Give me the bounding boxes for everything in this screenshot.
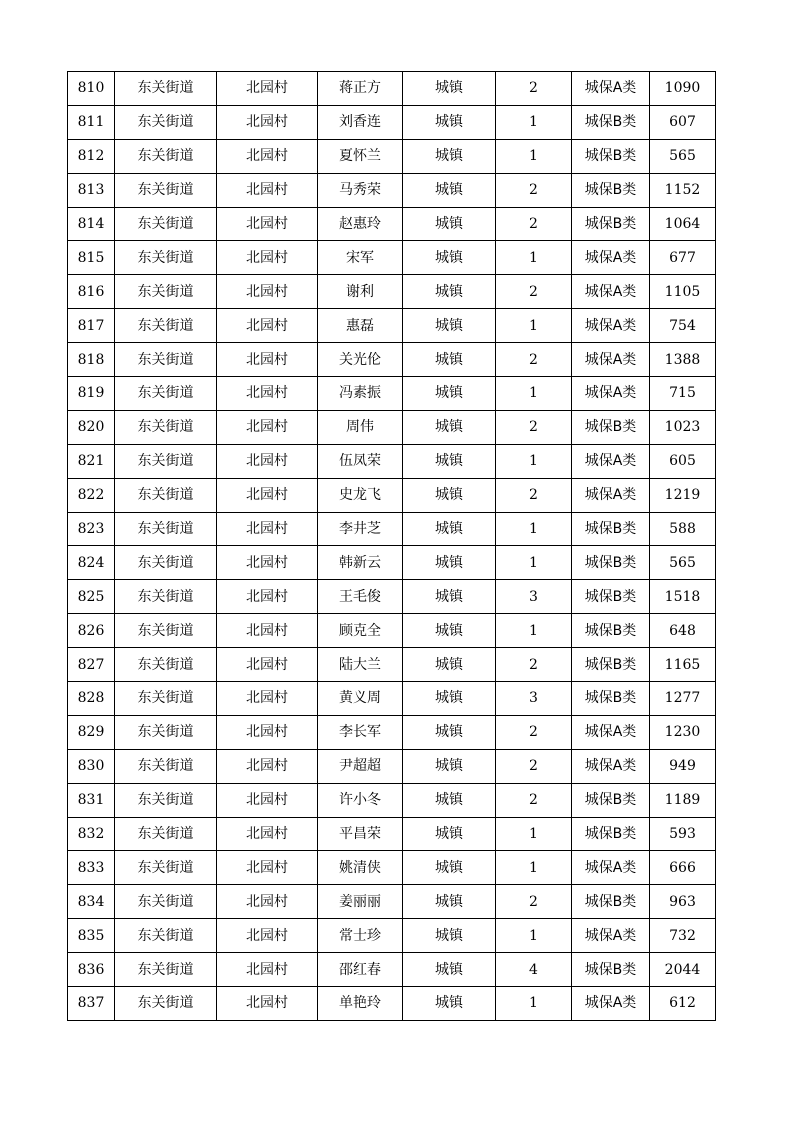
insurance-category-cell: 城保A类	[572, 749, 650, 783]
member-count-cell: 1	[496, 987, 572, 1021]
street-cell: 东关街道	[115, 72, 217, 106]
street-cell: 东关街道	[115, 309, 217, 343]
street-cell: 东关街道	[115, 377, 217, 411]
member-count-cell: 2	[496, 885, 572, 919]
insurance-category-cell: 城保A类	[572, 851, 650, 885]
table-row	[68, 72, 716, 106]
amount-cell: 1152	[650, 173, 716, 207]
serial-number-cell: 823	[68, 512, 115, 546]
member-count-cell: 2	[496, 715, 572, 749]
serial-number-cell: 814	[68, 207, 115, 241]
person-name-cell: 刘香连	[318, 105, 403, 139]
amount-cell: 1165	[650, 648, 716, 682]
serial-number-cell: 835	[68, 919, 115, 953]
table-row	[68, 512, 716, 546]
street-cell: 东关街道	[115, 885, 217, 919]
insurance-category-cell: 城保B类	[572, 580, 650, 614]
village-cell: 北园村	[217, 953, 318, 987]
amount-cell: 715	[650, 377, 716, 411]
serial-number-cell: 830	[68, 749, 115, 783]
street-cell: 东关街道	[115, 851, 217, 885]
serial-number-cell: 812	[68, 139, 115, 173]
table-row	[68, 783, 716, 817]
person-name-cell: 冯素振	[318, 377, 403, 411]
village-cell: 北园村	[217, 377, 318, 411]
household-type-cell: 城镇	[403, 783, 496, 817]
table-row	[68, 275, 716, 309]
insurance-category-cell: 城保B类	[572, 648, 650, 682]
amount-cell: 1230	[650, 715, 716, 749]
person-name-cell: 陆大兰	[318, 648, 403, 682]
village-cell: 北园村	[217, 275, 318, 309]
member-count-cell: 2	[496, 648, 572, 682]
street-cell: 东关街道	[115, 444, 217, 478]
household-type-cell: 城镇	[403, 444, 496, 478]
insurance-category-cell: 城保A类	[572, 444, 650, 478]
person-name-cell: 王毛俊	[318, 580, 403, 614]
insurance-category-cell: 城保B类	[572, 410, 650, 444]
member-count-cell: 1	[496, 139, 572, 173]
member-count-cell: 2	[496, 72, 572, 106]
serial-number-cell: 811	[68, 105, 115, 139]
serial-number-cell: 820	[68, 410, 115, 444]
member-count-cell: 1	[496, 444, 572, 478]
household-type-cell: 城镇	[403, 580, 496, 614]
insurance-category-cell: 城保B类	[572, 682, 650, 716]
insurance-category-cell: 城保A类	[572, 987, 650, 1021]
street-cell: 东关街道	[115, 953, 217, 987]
member-count-cell: 1	[496, 105, 572, 139]
table-row	[68, 953, 716, 987]
table-row	[68, 885, 716, 919]
village-cell: 北园村	[217, 749, 318, 783]
member-count-cell: 1	[496, 546, 572, 580]
amount-cell: 949	[650, 749, 716, 783]
amount-cell: 1105	[650, 275, 716, 309]
household-type-cell: 城镇	[403, 817, 496, 851]
household-type-cell: 城镇	[403, 173, 496, 207]
roster-body	[68, 72, 716, 1021]
member-count-cell: 2	[496, 478, 572, 512]
table-row	[68, 105, 716, 139]
village-cell: 北园村	[217, 444, 318, 478]
member-count-cell: 1	[496, 614, 572, 648]
table-row	[68, 173, 716, 207]
person-name-cell: 李长军	[318, 715, 403, 749]
person-name-cell: 谢利	[318, 275, 403, 309]
household-type-cell: 城镇	[403, 749, 496, 783]
amount-cell: 1277	[650, 682, 716, 716]
amount-cell: 754	[650, 309, 716, 343]
insurance-category-cell: 城保B类	[572, 546, 650, 580]
serial-number-cell: 819	[68, 377, 115, 411]
serial-number-cell: 822	[68, 478, 115, 512]
household-type-cell: 城镇	[403, 275, 496, 309]
household-type-cell: 城镇	[403, 614, 496, 648]
amount-cell: 612	[650, 987, 716, 1021]
street-cell: 东关街道	[115, 105, 217, 139]
street-cell: 东关街道	[115, 987, 217, 1021]
serial-number-cell: 821	[68, 444, 115, 478]
insurance-category-cell: 城保A类	[572, 715, 650, 749]
amount-cell: 2044	[650, 953, 716, 987]
serial-number-cell: 827	[68, 648, 115, 682]
street-cell: 东关街道	[115, 139, 217, 173]
amount-cell: 648	[650, 614, 716, 648]
insurance-category-cell: 城保B类	[572, 614, 650, 648]
insurance-category-cell: 城保A类	[572, 309, 650, 343]
person-name-cell: 姜丽丽	[318, 885, 403, 919]
insurance-category-cell: 城保B类	[572, 105, 650, 139]
insurance-category-cell: 城保B类	[572, 139, 650, 173]
village-cell: 北园村	[217, 817, 318, 851]
household-type-cell: 城镇	[403, 919, 496, 953]
amount-cell: 677	[650, 241, 716, 275]
village-cell: 北园村	[217, 648, 318, 682]
person-name-cell: 史龙飞	[318, 478, 403, 512]
table-row	[68, 309, 716, 343]
village-cell: 北园村	[217, 105, 318, 139]
amount-cell: 1518	[650, 580, 716, 614]
table-row	[68, 444, 716, 478]
serial-number-cell: 828	[68, 682, 115, 716]
village-cell: 北园村	[217, 478, 318, 512]
serial-number-cell: 816	[68, 275, 115, 309]
amount-cell: 666	[650, 851, 716, 885]
person-name-cell: 尹超超	[318, 749, 403, 783]
amount-cell: 1064	[650, 207, 716, 241]
village-cell: 北园村	[217, 546, 318, 580]
serial-number-cell: 836	[68, 953, 115, 987]
table-row	[68, 377, 716, 411]
village-cell: 北园村	[217, 410, 318, 444]
street-cell: 东关街道	[115, 275, 217, 309]
member-count-cell: 1	[496, 919, 572, 953]
member-count-cell: 4	[496, 953, 572, 987]
street-cell: 东关街道	[115, 580, 217, 614]
street-cell: 东关街道	[115, 817, 217, 851]
insurance-category-cell: 城保A类	[572, 275, 650, 309]
household-type-cell: 城镇	[403, 410, 496, 444]
person-name-cell: 李井芝	[318, 512, 403, 546]
person-name-cell: 常士珍	[318, 919, 403, 953]
person-name-cell: 姚清侠	[318, 851, 403, 885]
table-row	[68, 546, 716, 580]
serial-number-cell: 817	[68, 309, 115, 343]
amount-cell: 1023	[650, 410, 716, 444]
village-cell: 北园村	[217, 207, 318, 241]
table-row	[68, 580, 716, 614]
insurance-category-cell: 城保B类	[572, 207, 650, 241]
amount-cell: 565	[650, 546, 716, 580]
village-cell: 北园村	[217, 715, 318, 749]
insurance-category-cell: 城保B类	[572, 783, 650, 817]
member-count-cell: 2	[496, 173, 572, 207]
amount-cell: 605	[650, 444, 716, 478]
serial-number-cell: 810	[68, 72, 115, 106]
household-type-cell: 城镇	[403, 851, 496, 885]
insurance-category-cell: 城保B类	[572, 885, 650, 919]
amount-cell: 1090	[650, 72, 716, 106]
person-name-cell: 惠磊	[318, 309, 403, 343]
insurance-category-cell: 城保A类	[572, 377, 650, 411]
amount-cell: 565	[650, 139, 716, 173]
amount-cell: 963	[650, 885, 716, 919]
insurance-category-cell: 城保A类	[572, 919, 650, 953]
table-row	[68, 682, 716, 716]
household-type-cell: 城镇	[403, 105, 496, 139]
insurance-category-cell: 城保B类	[572, 173, 650, 207]
serial-number-cell: 837	[68, 987, 115, 1021]
village-cell: 北园村	[217, 851, 318, 885]
serial-number-cell: 825	[68, 580, 115, 614]
street-cell: 东关街道	[115, 614, 217, 648]
member-count-cell: 1	[496, 309, 572, 343]
table-row	[68, 851, 716, 885]
table-row	[68, 749, 716, 783]
person-name-cell: 黄义周	[318, 682, 403, 716]
person-name-cell: 许小冬	[318, 783, 403, 817]
household-type-cell: 城镇	[403, 139, 496, 173]
household-type-cell: 城镇	[403, 241, 496, 275]
table-row	[68, 207, 716, 241]
insurance-category-cell: 城保A类	[572, 478, 650, 512]
person-name-cell: 韩新云	[318, 546, 403, 580]
street-cell: 东关街道	[115, 478, 217, 512]
member-count-cell: 1	[496, 851, 572, 885]
table-row	[68, 139, 716, 173]
household-type-cell: 城镇	[403, 512, 496, 546]
village-cell: 北园村	[217, 614, 318, 648]
person-name-cell: 夏怀兰	[318, 139, 403, 173]
serial-number-cell: 815	[68, 241, 115, 275]
household-type-cell: 城镇	[403, 377, 496, 411]
amount-cell: 593	[650, 817, 716, 851]
village-cell: 北园村	[217, 580, 318, 614]
insurance-category-cell: 城保B类	[572, 953, 650, 987]
street-cell: 东关街道	[115, 173, 217, 207]
person-name-cell: 马秀荣	[318, 173, 403, 207]
serial-number-cell: 829	[68, 715, 115, 749]
table-row	[68, 919, 716, 953]
serial-number-cell: 834	[68, 885, 115, 919]
serial-number-cell: 826	[68, 614, 115, 648]
insurance-category-cell: 城保B类	[572, 817, 650, 851]
street-cell: 东关街道	[115, 207, 217, 241]
serial-number-cell: 832	[68, 817, 115, 851]
village-cell: 北园村	[217, 783, 318, 817]
member-count-cell: 2	[496, 207, 572, 241]
street-cell: 东关街道	[115, 241, 217, 275]
household-type-cell: 城镇	[403, 309, 496, 343]
village-cell: 北园村	[217, 241, 318, 275]
village-cell: 北园村	[217, 343, 318, 377]
insurance-category-cell: 城保A类	[572, 241, 650, 275]
village-cell: 北园村	[217, 139, 318, 173]
member-count-cell: 2	[496, 275, 572, 309]
household-type-cell: 城镇	[403, 546, 496, 580]
person-name-cell: 伍凤荣	[318, 444, 403, 478]
person-name-cell: 周伟	[318, 410, 403, 444]
table-row	[68, 648, 716, 682]
street-cell: 东关街道	[115, 648, 217, 682]
table-row	[68, 343, 716, 377]
member-count-cell: 2	[496, 783, 572, 817]
person-name-cell: 顾克全	[318, 614, 403, 648]
household-type-cell: 城镇	[403, 72, 496, 106]
serial-number-cell: 824	[68, 546, 115, 580]
household-type-cell: 城镇	[403, 885, 496, 919]
village-cell: 北园村	[217, 885, 318, 919]
person-name-cell: 宋军	[318, 241, 403, 275]
household-type-cell: 城镇	[403, 715, 496, 749]
table-row	[68, 715, 716, 749]
member-count-cell: 1	[496, 241, 572, 275]
household-type-cell: 城镇	[403, 987, 496, 1021]
village-cell: 北园村	[217, 919, 318, 953]
household-type-cell: 城镇	[403, 682, 496, 716]
table-row	[68, 241, 716, 275]
amount-cell: 607	[650, 105, 716, 139]
table-row	[68, 614, 716, 648]
member-count-cell: 1	[496, 512, 572, 546]
amount-cell: 588	[650, 512, 716, 546]
amount-cell: 1388	[650, 343, 716, 377]
member-count-cell: 2	[496, 749, 572, 783]
member-count-cell: 1	[496, 377, 572, 411]
insurance-category-cell: 城保B类	[572, 512, 650, 546]
household-type-cell: 城镇	[403, 343, 496, 377]
village-cell: 北园村	[217, 72, 318, 106]
village-cell: 北园村	[217, 309, 318, 343]
person-name-cell: 单艳玲	[318, 987, 403, 1021]
street-cell: 东关街道	[115, 783, 217, 817]
household-type-cell: 城镇	[403, 953, 496, 987]
village-cell: 北园村	[217, 682, 318, 716]
insurance-category-cell: 城保A类	[572, 343, 650, 377]
member-count-cell: 3	[496, 682, 572, 716]
member-count-cell: 2	[496, 410, 572, 444]
street-cell: 东关街道	[115, 749, 217, 783]
household-type-cell: 城镇	[403, 478, 496, 512]
serial-number-cell: 818	[68, 343, 115, 377]
street-cell: 东关街道	[115, 410, 217, 444]
village-cell: 北园村	[217, 173, 318, 207]
serial-number-cell: 831	[68, 783, 115, 817]
street-cell: 东关街道	[115, 343, 217, 377]
table-row	[68, 987, 716, 1021]
person-name-cell: 平昌荣	[318, 817, 403, 851]
street-cell: 东关街道	[115, 512, 217, 546]
member-count-cell: 3	[496, 580, 572, 614]
member-count-cell: 1	[496, 817, 572, 851]
village-cell: 北园村	[217, 987, 318, 1021]
amount-cell: 732	[650, 919, 716, 953]
table-row	[68, 478, 716, 512]
person-name-cell: 赵惠玲	[318, 207, 403, 241]
amount-cell: 1189	[650, 783, 716, 817]
village-cell: 北园村	[217, 512, 318, 546]
serial-number-cell: 833	[68, 851, 115, 885]
street-cell: 东关街道	[115, 546, 217, 580]
household-type-cell: 城镇	[403, 207, 496, 241]
amount-cell: 1219	[650, 478, 716, 512]
table-row	[68, 410, 716, 444]
roster-table	[67, 71, 716, 1021]
street-cell: 东关街道	[115, 919, 217, 953]
table-row	[68, 817, 716, 851]
person-name-cell: 邵红春	[318, 953, 403, 987]
street-cell: 东关街道	[115, 682, 217, 716]
serial-number-cell: 813	[68, 173, 115, 207]
person-name-cell: 蒋正方	[318, 72, 403, 106]
insurance-category-cell: 城保A类	[572, 72, 650, 106]
member-count-cell: 2	[496, 343, 572, 377]
person-name-cell: 关光伦	[318, 343, 403, 377]
street-cell: 东关街道	[115, 715, 217, 749]
household-type-cell: 城镇	[403, 648, 496, 682]
